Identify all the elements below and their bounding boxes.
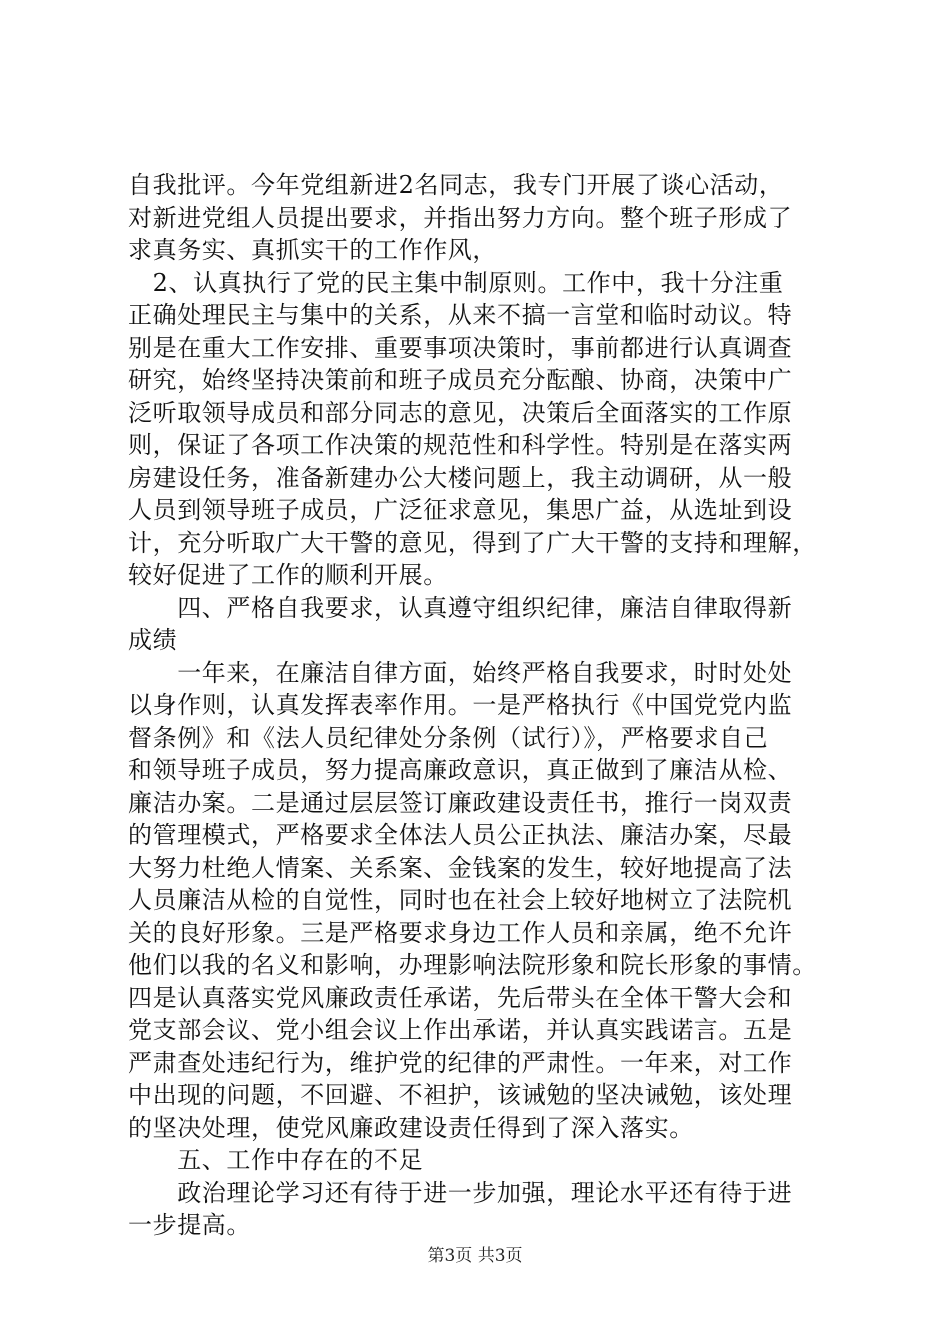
text-line: 四是认真落实党风廉政责任承诺，先后带头在全体干警大会和 xyxy=(128,983,793,1012)
text-line: 廉洁办案。二是通过层层签订廉政建设责任书，推行一岗双责 xyxy=(128,788,793,817)
text-line: 督条例》和《法人员纪律处分条例（试行）》，严格要求自己 xyxy=(128,723,769,752)
text-line: 党支部会议、党小组会议上作出承诺，并认真实践诺言。五是 xyxy=(128,1016,793,1044)
text-line: 人员廉洁从检的自觉性，同时也在社会上较好地树立了法院机 xyxy=(128,886,793,914)
text-line: 大努力杜绝人情案、关系案、金钱案的发生，较好地提高了法 xyxy=(128,853,793,882)
text-line: 和领导班子成员，努力提高廉政意识，真正做到了廉洁从检、 xyxy=(128,756,793,784)
text-line: 研究，始终坚持决策前和班子成员充分酝酿、协商，决策中广 xyxy=(128,366,793,394)
text-line: 2、认真执行了党的民主集中制原则。工作中，我十分注重 xyxy=(128,268,784,297)
text-line: 对新进党组人员提出要求，并指出努力方向。整个班子形成了 xyxy=(128,203,793,232)
text-line: 严肃查处违纪行为，维护党的纪律的严肃性。一年来，对工作 xyxy=(128,1048,793,1077)
text-line: 成绩 xyxy=(128,626,178,654)
text-line: 关的良好形象。三是严格要求身边工作人员和亲属，绝不允许 xyxy=(128,918,793,947)
text-line: 计，充分听取广大干警的意见，得到了广大干警的支持和理解， xyxy=(128,528,817,557)
text-line: 房建设任务，准备新建办公大楼问题上，我主动调研，从一般 xyxy=(128,463,793,492)
text-line: 以身作则，认真发挥表率作用。一是严格执行《中国党党内监 xyxy=(128,691,793,719)
text-line: 他们以我的名义和影响，办理影响法院形象和院长形象的事情。 xyxy=(128,951,817,979)
text-line: 别是在重大工作安排、重要事项决策时，事前都进行认真调查 xyxy=(128,333,793,362)
text-line: 政治理论学习还有待于进一步加强，理论水平还有待于进 xyxy=(128,1178,793,1207)
text-line: 四、严格自我要求，认真遵守组织纪律，廉洁自律取得新 xyxy=(128,593,793,622)
text-line: 的坚决处理，使党风廉政建设责任得到了深入落实。 xyxy=(128,1113,694,1142)
page-footer: 第3页 共3页 xyxy=(427,1246,523,1266)
text-line: 人员到领导班子成员，广泛征求意见，集思广益，从选址到设 xyxy=(128,496,793,524)
text-line: 自我批评。今年党组新进2名同志，我专门开展了谈心活动， xyxy=(128,171,784,199)
text-line: 一步提高。 xyxy=(128,1211,251,1239)
text-line: 一年来，在廉洁自律方面，始终严格自我要求，时时处处 xyxy=(128,658,793,687)
document-body xyxy=(128,169,840,1242)
text-line: 较好促进了工作的顺利开展。 xyxy=(128,561,448,589)
text-line: 的管理模式，严格要求全体法人员公正执法、廉洁办案，尽最 xyxy=(128,821,793,849)
text-line: 则，保证了各项工作决策的规范性和科学性。特别是在落实两 xyxy=(128,431,793,459)
text-line: 泛听取领导成员和部分同志的意见，决策后全面落实的工作原 xyxy=(128,398,793,427)
text-line: 五、工作中存在的不足 xyxy=(128,1146,424,1174)
text-line: 正确处理民主与集中的关系，从来不搞一言堂和临时动议。特 xyxy=(128,301,793,329)
text-line: 中出现的问题，不回避、不袒护，该诫勉的坚决诫勉，该处理 xyxy=(128,1081,793,1109)
text-line: 求真务实、真抓实干的工作作风， xyxy=(128,236,497,264)
